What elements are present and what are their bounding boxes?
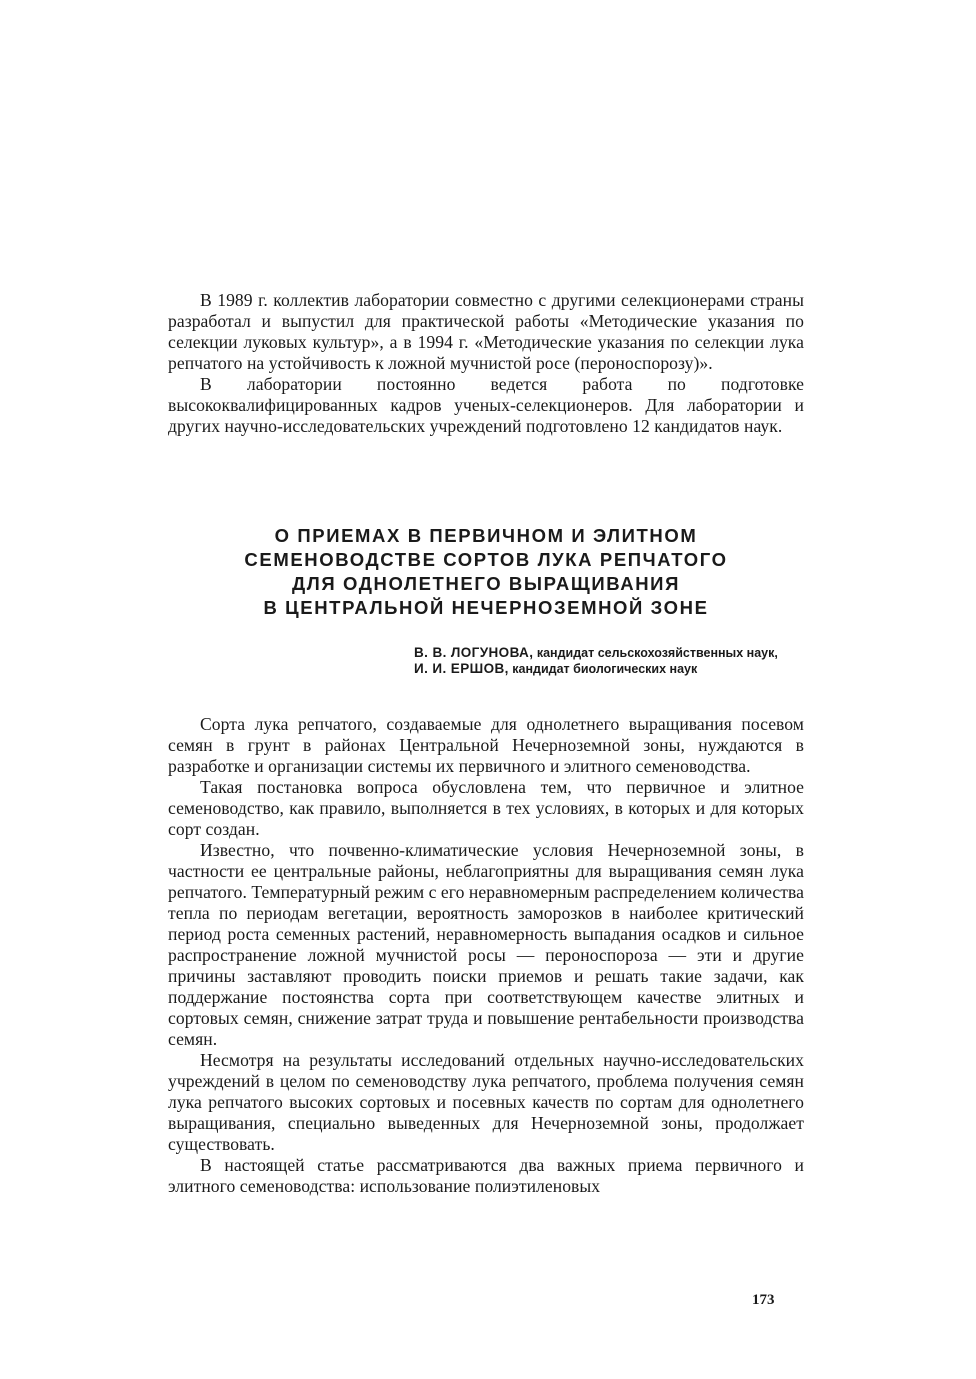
article-title-line: В ЦЕНТРАЛЬНОЙ НЕЧЕРНОЗЕМНОЙ ЗОНЕ (263, 597, 709, 618)
author-entry (414, 645, 804, 661)
article-title-line: СЕМЕНОВОДСТВЕ СОРТОВ ЛУКА РЕПЧАТОГО (244, 549, 728, 570)
body-paragraph: Такая постановка вопроса обусловлена тем, что первичное и элитное семеноводство, как правило, выполняется в тех условиях, в которых и для которых сорт создан. (168, 777, 804, 839)
author-list (414, 645, 804, 677)
body-paragraph: Сорта лука репчатого, создаваемые для однолетнего выращивания посевом семян в грунт в районах Центральной Нечерноземной зоны, нуждаются в разработке и организации системы их первичного и элитного семеноводства. (168, 714, 804, 776)
author-degree: кандидат биологических наук (512, 662, 698, 676)
page-number: 173 (752, 1292, 775, 1308)
author-degree: кандидат сельскохозяйственных наук, (536, 646, 778, 660)
article-title-line: О ПРИЕМАХ В ПЕРВИЧНОМ И ЭЛИТНОМ (274, 525, 698, 546)
intro-section (168, 290, 804, 437)
intro-paragraph: В лаборатории постоянно ведется работа по подготовке высококвалифицированных кадров ученых-селекционеров. Для лаборатории и других научно-исследовательских учреждений подготовлено 12 кандидатов наук. (168, 374, 804, 436)
author-name: В. В. ЛОГУНОВА, (414, 645, 534, 660)
author-name: И. И. ЕРШОВ, (414, 661, 509, 676)
intro-paragraph: В 1989 г. коллектив лаборатории совместно с другими селекционерами страны разработал и выпустил для практической работы «Методические указания по селекции луковых культур», а в 1994 г. «Методические указания по селекции лука репчатого на устойчивость к ложной мучнистой росе (пероноспорозу)». (168, 290, 804, 373)
body-paragraph: Известно, что почвенно-климатические условия Нечерноземной зоны, в частности ее центральные районы, неблагоприятны для выращивания семян лука репчатого. Температурный режим с его неравномерным распределением количества тепла по периодам вегетации, вероятность заморозков в наиболее критический период роста семенных растений, неравномерность выпадания осадков и сильное распространение ложной мучнистой росы — пероноспороза — эти и другие причины заставляют проводить поиски приемов и решать такие задачи, как поддержание постоянства сорта при соответствующем качестве элитных и сортовых семян, снижение затрат труда и повышение рентабельности производства семян. (168, 840, 804, 1049)
article-title (168, 524, 804, 620)
body-paragraph: Несмотря на результаты исследований отдельных научно-исследовательских учреждений в целом по семеноводству лука репчатого, проблема получения семян лука репчатого высоких сортовых и посевных качеств по сортам для однолетнего выращивания, специально выведенных для Нечерноземной зоны, продолжает существовать. (168, 1050, 804, 1154)
article-title-line: ДЛЯ ОДНОЛЕТНЕГО ВЫРАЩИВАНИЯ (292, 573, 680, 594)
article-body (168, 714, 804, 1197)
body-paragraph: В настоящей статье рассматриваются два важных приема первичного и элитного семеноводства: использование полиэтиленовых (168, 1155, 804, 1196)
author-entry (414, 661, 804, 677)
